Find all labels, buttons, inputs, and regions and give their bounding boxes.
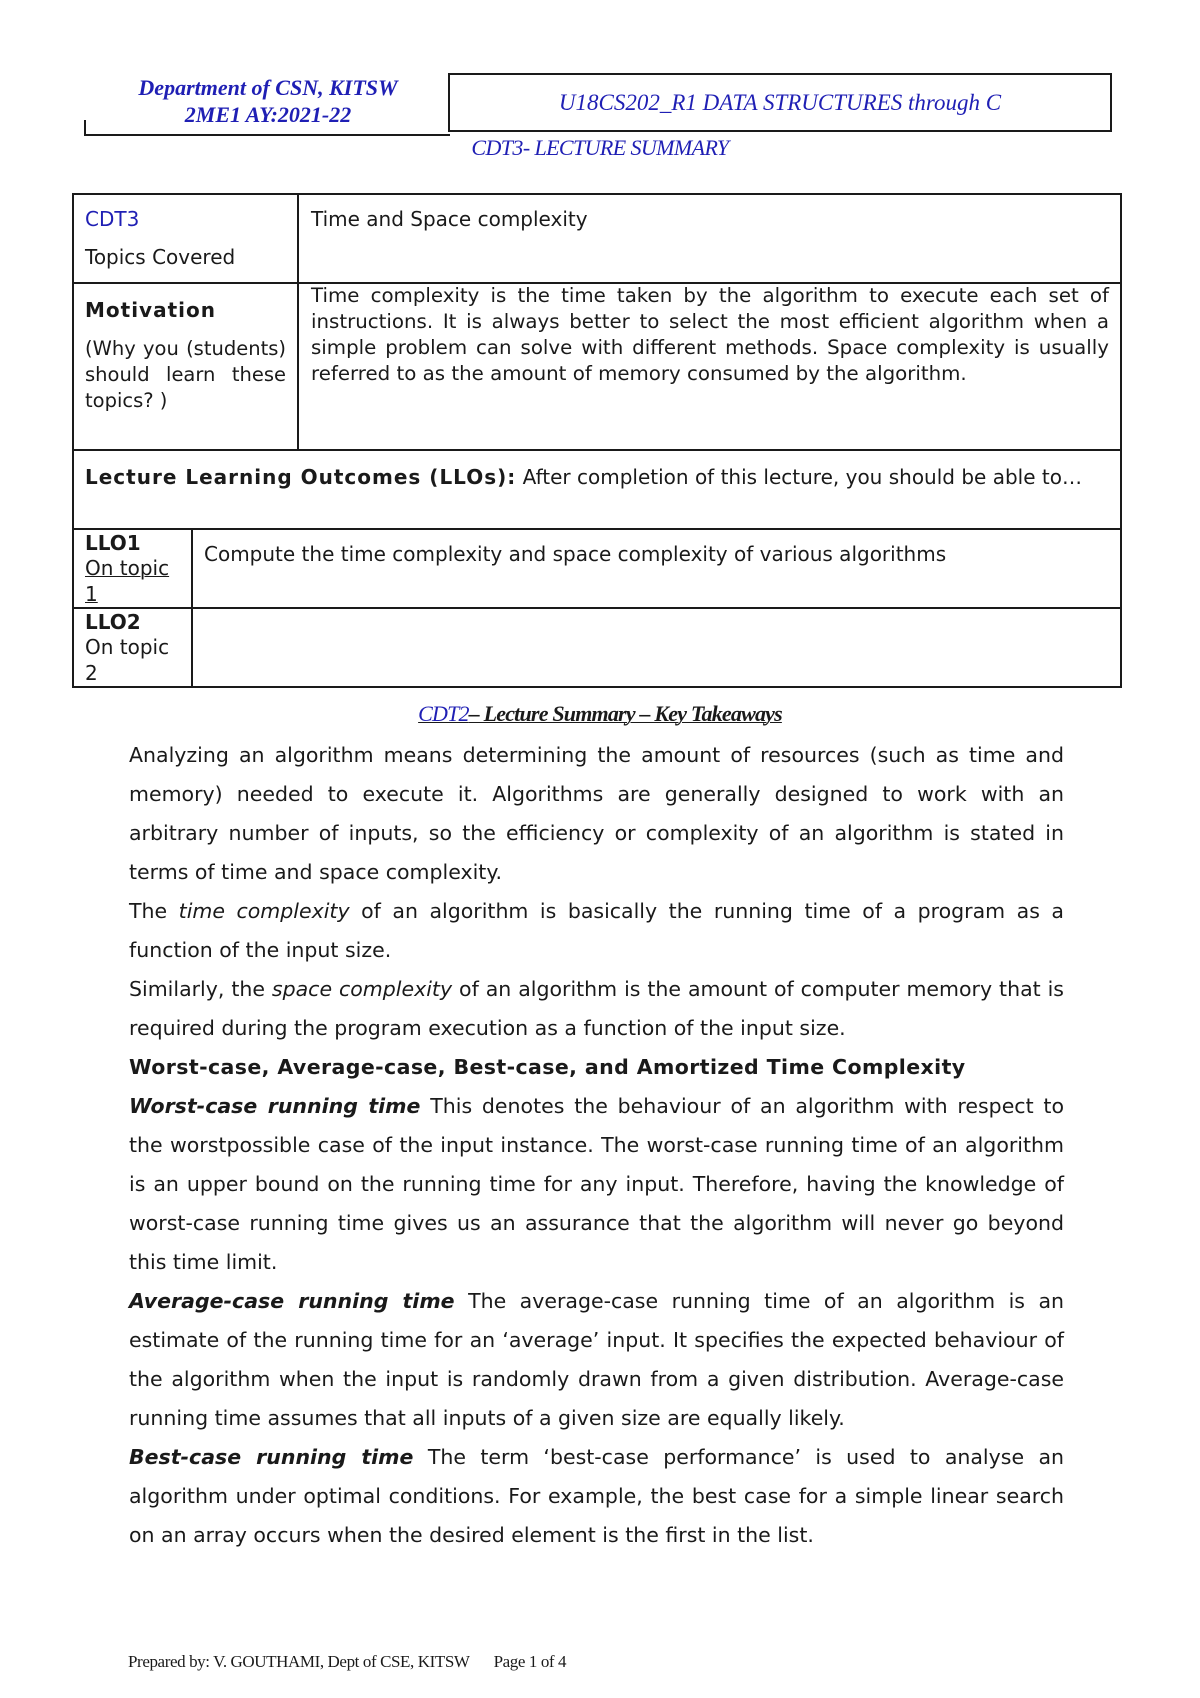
llo-heading: Lecture Learning Outcomes (LLOs): — [85, 465, 517, 489]
key-takeaways-heading: – Lecture Summary – Key Takeaways — [468, 701, 782, 726]
paragraph-average-case — [129, 1282, 1064, 1438]
course-title: U18CS202_R1 DATA STRUCTURES through C — [558, 89, 1002, 115]
paragraph-best-case — [129, 1438, 1064, 1555]
motivation-text: Time complexity is the time taken by the algorithm to execute each set of instructions. It is always better to select the most efficient algorithm when a simple problem can solve with different methods. Space complexity is usually referred to as the amount of memory consumed by the algorithm. — [311, 284, 1109, 385]
llo-intro: After completion of this lecture, you should be able to… — [522, 465, 1082, 489]
course-title-box — [448, 73, 1112, 132]
header-corner-rule — [84, 120, 86, 136]
term-time-complexity: time complexity — [178, 899, 350, 923]
term-average-case: Average-case running time — [129, 1289, 455, 1313]
topics-covered-value: Time and Space complexity — [311, 207, 588, 231]
text-run: Similarly, the — [129, 977, 272, 1001]
key-takeaways-code: CDT2 — [418, 701, 469, 726]
summary-title — [0, 135, 1200, 161]
motivation-label: Motivation — [85, 298, 216, 322]
summary-title-text: CDT3- LECTURE SUMMARY — [471, 135, 729, 160]
text-run: The — [129, 899, 179, 923]
section-heading: Worst-case, Average-case, Best-case, and Amortized Time Complexity — [129, 1055, 966, 1079]
paragraph-analysis: Analyzing an algorithm means determining the amount of resources (such as time and memory) needed to execute it. Algorithms are generally designed to work with an arbitrary number of inputs, so the efficiency or complexity of an algorithm is stated in terms of time and space complexity. — [129, 743, 1064, 884]
department-line: Department of CSN, KITSW — [138, 75, 398, 100]
paragraph-space-complexity — [129, 970, 1064, 1048]
prepared-by: Prepared by: V. GOUTHAMI, Dept of CSE, KITSW — [128, 1652, 470, 1671]
text-run: of an algorithm is the amount of computer memory that is required during the program execution as a function of the input size. — [129, 977, 1064, 1040]
text-run: The term ‘best-case performance’ is used to analyse an algorithm under optimal conditions. For example, the best case for a simple linear search on an array occurs when the desired element is the first in the list. — [129, 1445, 1064, 1547]
key-takeaways-title — [0, 701, 1200, 727]
table-column-divider — [297, 193, 299, 451]
cdt-label: CDT3 — [85, 207, 140, 231]
term-worst-case: Worst-case running time — [129, 1094, 421, 1118]
department-header — [86, 74, 450, 136]
topics-covered-label: Topics Covered — [85, 245, 236, 269]
page-footer — [128, 1652, 590, 1672]
term-best-case: Best-case running time — [129, 1445, 414, 1469]
llo2-topic: On topic 2 — [85, 635, 170, 685]
paragraph-time-complexity — [129, 892, 1064, 970]
llo1-id: LLO1 — [85, 531, 141, 555]
llo-row-divider — [72, 607, 1122, 609]
motivation-note: (Why you (students) should learn these topics? ) — [85, 337, 286, 412]
text-run: of an algorithm is basically the running time of a program as a function of the input size. — [129, 899, 1064, 962]
llo1-topic: On topic 1 — [85, 556, 170, 606]
llo-heading-row — [85, 464, 1109, 490]
llo2-id: LLO2 — [85, 610, 141, 634]
academic-year-line: 2ME1 AY:2021-22 — [184, 102, 352, 127]
paragraph-worst-case — [129, 1087, 1064, 1282]
text-run: This denotes the behaviour of an algorithm with respect to the worstpossible case of the input instance. The worst-case running time of an algorithm is an upper bound on the running time for any input. Therefore, having the knowledge of worst-case running time gives us an assurance that the algorithm will never go beyond this time limit. — [129, 1094, 1064, 1274]
term-space-complexity: space complexity — [271, 977, 453, 1001]
llo1-text: Compute the time complexity and space complexity of various algorithms — [204, 542, 947, 566]
text-run: The average-case running time of an algorithm is an estimate of the running time for an ‘average’ input. It specifies the expected behaviour of the algorithm when the input is randomly drawn from a given distribution. Average-case running time assumes that all inputs of a given size are equally likely. — [129, 1289, 1064, 1430]
page-number: Page 1 of 4 — [493, 1652, 567, 1671]
takeaways-body — [129, 736, 1064, 1555]
